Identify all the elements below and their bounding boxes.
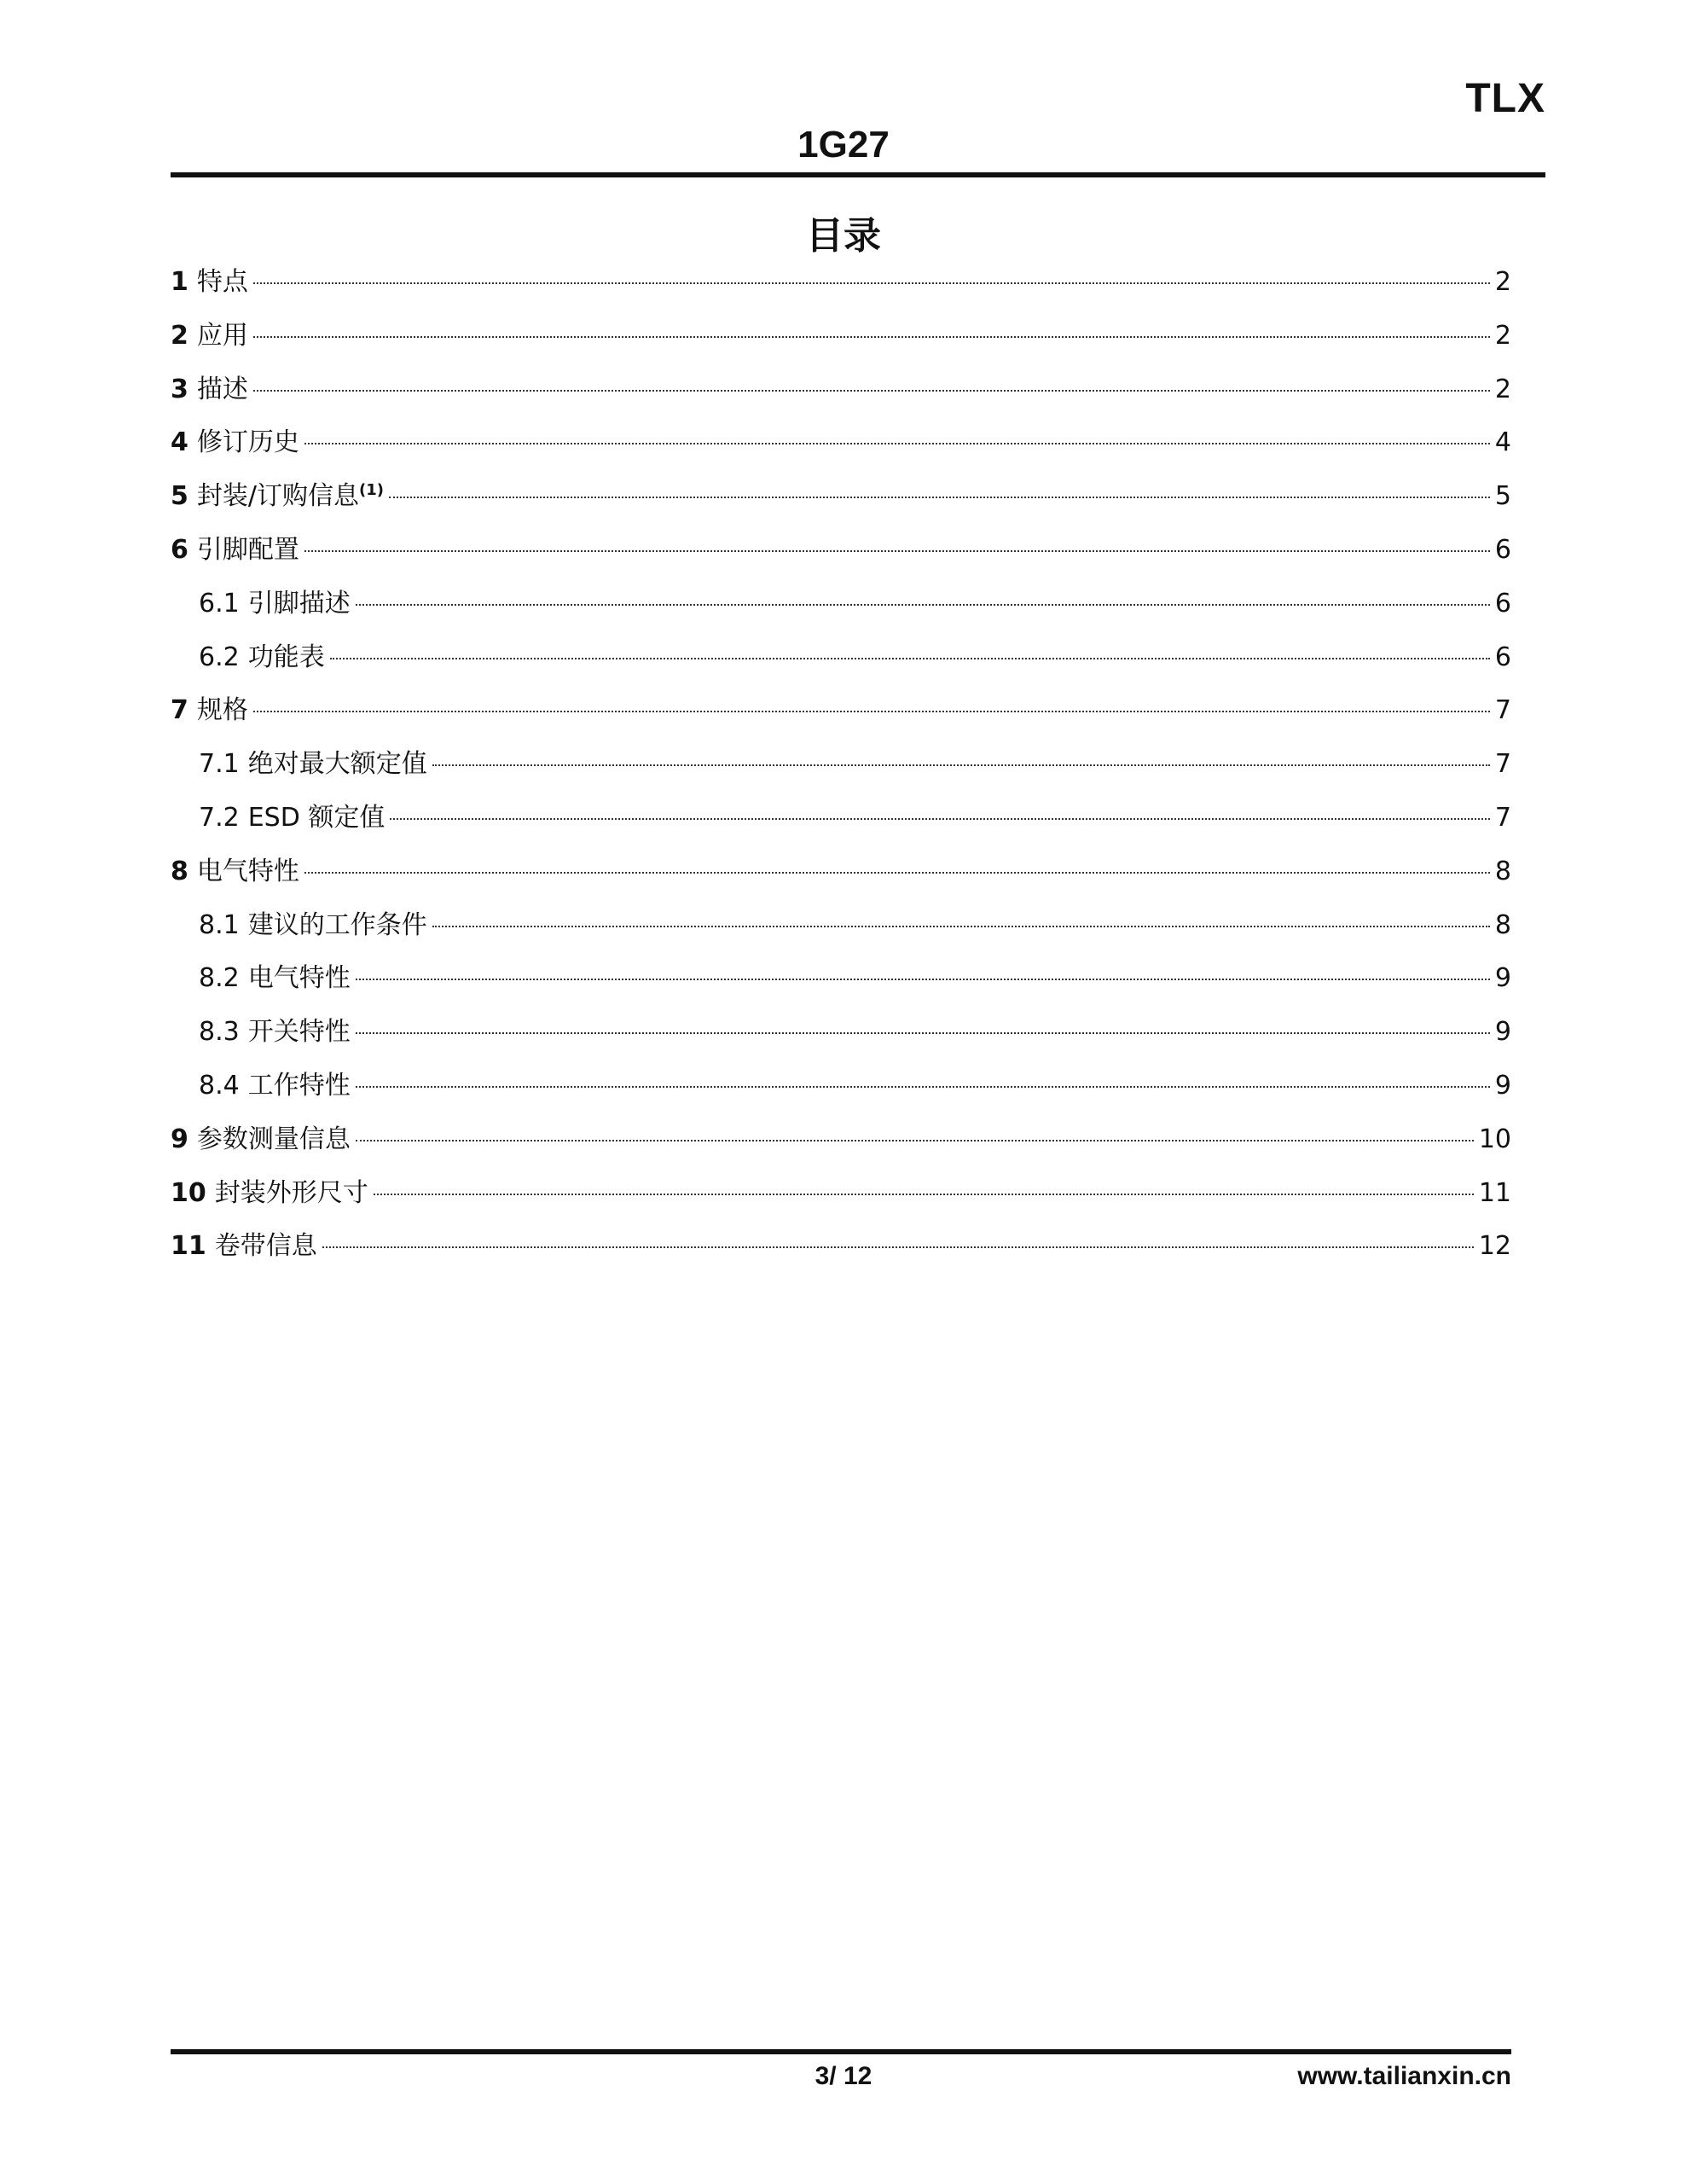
toc-entry-number: 4 bbox=[171, 427, 188, 458]
toc-dot-leader bbox=[304, 443, 1490, 444]
toc-entry[interactable] bbox=[171, 470, 1511, 524]
toc-entry-number: 9 bbox=[171, 1124, 188, 1154]
toc-entry[interactable] bbox=[171, 1060, 1511, 1113]
toc-entry-title-text: 规格 bbox=[196, 695, 248, 726]
toc-entry-page: 9 bbox=[1494, 1070, 1511, 1101]
toc-entry-title bbox=[197, 363, 248, 417]
toc-entry[interactable] bbox=[171, 256, 1511, 310]
toc-entry-page: 9 bbox=[1494, 963, 1511, 994]
toc-entry-page: 6 bbox=[1494, 534, 1511, 565]
toc-entry-number: 8.3 bbox=[199, 1017, 240, 1048]
toc-entry-title-text: ESD 额定值 bbox=[247, 802, 386, 833]
toc-entry[interactable] bbox=[171, 416, 1511, 470]
toc-entry-title-text: 封装外形尺寸 bbox=[214, 1177, 368, 1208]
toc-entry-page: 7 bbox=[1494, 802, 1511, 833]
toc-entry-title bbox=[248, 792, 386, 845]
toc-heading: 目录 bbox=[806, 214, 881, 258]
toc-entry-title bbox=[248, 631, 325, 685]
toc-entry-title bbox=[197, 416, 299, 470]
toc-entry-number: 3 bbox=[171, 374, 188, 404]
toc-entry-footnote-marker: (1) bbox=[358, 481, 384, 500]
toc-entry-title-text: 应用 bbox=[196, 320, 248, 351]
toc-entry[interactable] bbox=[171, 631, 1511, 685]
toc-entry-number: 6 bbox=[171, 534, 188, 565]
toc-dot-leader bbox=[253, 711, 1490, 712]
toc-entry-title bbox=[248, 952, 351, 1006]
toc-dot-leader bbox=[253, 390, 1490, 392]
toc-entry-title-text: 卷带信息 bbox=[214, 1231, 317, 1262]
toc-entry-title-text: 电气特性 bbox=[247, 963, 351, 994]
toc-dot-leader bbox=[253, 282, 1490, 284]
toc-entry-title bbox=[248, 738, 427, 792]
toc-entry-page: 6 bbox=[1494, 588, 1511, 619]
toc-dot-leader bbox=[304, 872, 1490, 874]
toc-entry[interactable] bbox=[171, 899, 1511, 953]
toc-dot-leader bbox=[356, 1032, 1490, 1034]
website-url[interactable]: www.tailianxin.cn bbox=[1297, 2062, 1511, 2090]
toc-entry-number: 6.2 bbox=[199, 642, 240, 672]
toc-entry-page: 6 bbox=[1494, 642, 1511, 672]
toc-entry-number: 2 bbox=[171, 320, 188, 351]
toc-entry-title-text: 工作特性 bbox=[247, 1070, 351, 1101]
toc-entry[interactable] bbox=[171, 578, 1511, 631]
toc-dot-leader bbox=[374, 1194, 1474, 1195]
toc-entry-title-text: 绝对最大额定值 bbox=[247, 749, 427, 780]
toc-entry[interactable] bbox=[171, 684, 1511, 738]
toc-entry-title bbox=[197, 524, 299, 578]
toc-entry-title-text: 引脚配置 bbox=[196, 534, 299, 565]
toc-entry-number: 7.1 bbox=[199, 749, 240, 780]
toc-entry[interactable] bbox=[171, 1006, 1511, 1060]
toc-dot-leader bbox=[356, 979, 1490, 980]
toc-entry[interactable] bbox=[171, 1220, 1511, 1274]
toc-entry-title-text: 功能表 bbox=[247, 642, 325, 672]
toc-dot-leader bbox=[322, 1246, 1474, 1248]
toc-entry-number: 7.2 bbox=[199, 802, 240, 833]
toc-entry-title-text: 封装/订购信息 bbox=[196, 481, 359, 512]
toc-entry-title bbox=[197, 470, 384, 524]
toc-entry-number: 10 bbox=[171, 1177, 206, 1208]
toc-entry[interactable] bbox=[171, 1167, 1511, 1221]
toc-entry-page: 11 bbox=[1478, 1177, 1511, 1208]
toc-entry-title-text: 引脚描述 bbox=[247, 588, 351, 619]
toc-entry-page: 10 bbox=[1478, 1124, 1511, 1154]
toc-entry[interactable] bbox=[171, 310, 1511, 363]
toc-entry[interactable] bbox=[171, 792, 1511, 845]
toc-entry-title-text: 修订历史 bbox=[196, 427, 299, 458]
toc-entry-title-text: 开关特性 bbox=[247, 1017, 351, 1048]
toc-entry[interactable] bbox=[171, 1113, 1511, 1167]
toc-entry-page: 8 bbox=[1494, 856, 1511, 886]
toc-dot-leader bbox=[253, 336, 1490, 338]
document-title: 1G27 bbox=[797, 124, 890, 166]
toc-entry-title bbox=[197, 310, 248, 363]
toc-entry-number: 8.2 bbox=[199, 963, 240, 994]
toc-entry-number: 6.1 bbox=[199, 588, 240, 619]
toc-entry-page: 5 bbox=[1494, 481, 1511, 512]
toc-entry-title-text: 电气特性 bbox=[196, 856, 299, 886]
toc-dot-leader bbox=[432, 764, 1490, 766]
toc-entry-title bbox=[197, 1113, 351, 1167]
toc-entry-page: 2 bbox=[1494, 320, 1511, 351]
toc-entry-number: 8.1 bbox=[199, 909, 240, 940]
company-logo: TLX bbox=[1465, 76, 1545, 121]
toc-entry-page: 7 bbox=[1494, 695, 1511, 726]
toc-entry-page: 8 bbox=[1494, 909, 1511, 940]
toc-dot-leader bbox=[432, 926, 1490, 927]
toc-entry-number: 11 bbox=[171, 1231, 206, 1262]
toc-entry[interactable] bbox=[171, 363, 1511, 417]
toc-entry-title bbox=[248, 578, 351, 631]
page-number: 3/ 12 bbox=[815, 2062, 872, 2090]
toc-entry-title-text: 特点 bbox=[196, 267, 248, 297]
toc-entry-title bbox=[197, 684, 248, 738]
toc-entry-number: 1 bbox=[171, 267, 188, 297]
toc-dot-leader bbox=[356, 1086, 1490, 1088]
toc-entry-number: 5 bbox=[171, 481, 188, 512]
toc-dot-leader bbox=[389, 497, 1490, 498]
toc-dot-leader bbox=[330, 658, 1490, 659]
toc-entry-title bbox=[248, 899, 427, 953]
toc-entry-title bbox=[215, 1167, 368, 1221]
toc-entry-title bbox=[215, 1220, 317, 1274]
toc-entry-page: 2 bbox=[1494, 267, 1511, 297]
toc-dot-leader bbox=[356, 604, 1490, 606]
toc-entry-page: 9 bbox=[1494, 1017, 1511, 1048]
toc-entry-page: 12 bbox=[1478, 1231, 1511, 1262]
toc-dot-leader bbox=[356, 1140, 1474, 1141]
toc-entry-number: 7 bbox=[171, 695, 188, 726]
toc-entry-title-text: 描述 bbox=[196, 374, 248, 404]
toc-entry-number: 8.4 bbox=[199, 1070, 240, 1101]
toc-entry-title bbox=[248, 1060, 351, 1113]
toc-entry[interactable] bbox=[171, 524, 1511, 578]
toc-entry-page: 4 bbox=[1494, 427, 1511, 458]
toc-entry-title bbox=[197, 256, 248, 310]
toc-dot-leader bbox=[304, 550, 1490, 552]
header-divider bbox=[171, 172, 1545, 177]
toc-entry-number: 8 bbox=[171, 856, 188, 886]
toc-dot-leader bbox=[390, 818, 1490, 820]
toc-entry[interactable] bbox=[171, 738, 1511, 792]
footer-divider bbox=[171, 2049, 1511, 2054]
toc-entry-title-text: 建议的工作条件 bbox=[247, 909, 427, 940]
table-of-contents bbox=[171, 256, 1511, 1274]
toc-entry[interactable] bbox=[171, 952, 1511, 1006]
toc-entry-title bbox=[248, 1006, 351, 1060]
toc-entry-title bbox=[197, 845, 299, 899]
toc-entry[interactable] bbox=[171, 845, 1511, 899]
toc-entry-title-text: 参数测量信息 bbox=[196, 1124, 351, 1154]
toc-entry-page: 7 bbox=[1494, 749, 1511, 780]
toc-entry-page: 2 bbox=[1494, 374, 1511, 404]
